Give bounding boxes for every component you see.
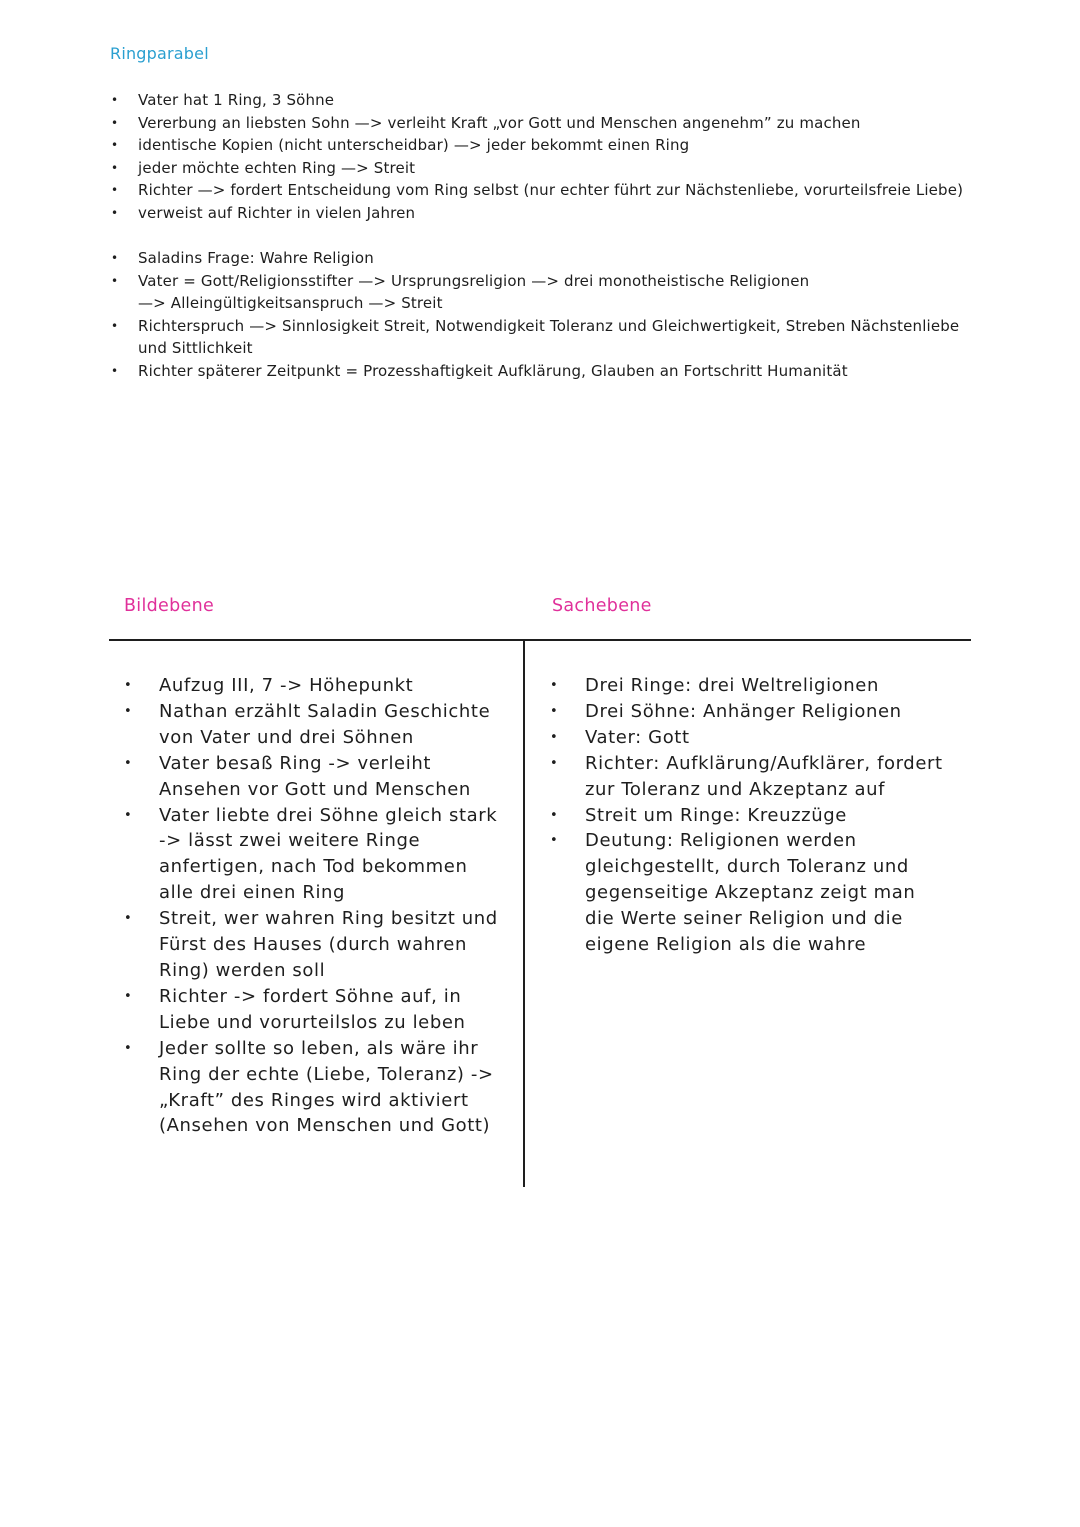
list-item bbox=[110, 315, 1030, 360]
list-item: • verweist auf Richter in vielen Jahren bbox=[110, 202, 1030, 225]
list-item-continuation: und Sittlichkeit bbox=[138, 339, 253, 358]
list-item: • Jeder sollte so leben, als wäre ihr Ring der echte (Liebe, Toleranz) -> „Kraft” des Ringes wird aktiviert (Ansehen von Menschen und Gott) bbox=[124, 1036, 504, 1140]
summary-list-1 bbox=[110, 89, 1030, 225]
summary-list-2 bbox=[110, 247, 1030, 383]
table-vertical-divider bbox=[523, 639, 525, 1187]
list-item: • Aufzug III, 7 -> Höhepunkt bbox=[124, 673, 504, 699]
page-title: Ringparabel bbox=[110, 44, 209, 63]
sachebene-header: Sachebene bbox=[552, 596, 652, 616]
list-item bbox=[110, 247, 1030, 270]
list-item: • Vater hat 1 Ring, 3 Söhne bbox=[110, 89, 1030, 112]
list-item-continuation: —> Alleingültigkeitsanspruch —> Streit bbox=[138, 294, 443, 313]
list-item bbox=[110, 360, 1030, 383]
list-item bbox=[110, 270, 1030, 315]
list-item: • Vater: Gott bbox=[550, 725, 950, 751]
list-item: • Vererbung an liebsten Sohn —> verleiht Kraft „vor Gott und Menschen angenehm” zu machen bbox=[110, 112, 1030, 135]
list-item: • jeder möchte echten Ring —> Streit bbox=[110, 157, 1030, 180]
list-item: • Deutung: Religionen werden gleichgestellt, durch Toleranz und gegenseitige Akzeptanz zeigt man die Werte seiner Religion und die eigene Religion als die wahre bbox=[550, 828, 950, 958]
list-item: • Richter —> fordert Entscheidung vom Ring selbst (nur echter führt zur Nächstenliebe, vorurteilsfreie Liebe) bbox=[110, 179, 1030, 202]
list-item-text: • Richterspruch —> Sinnlosigkeit Streit, Notwendigkeit Toleranz und Gleichwertigkeit, Streben Nächstenliebe bbox=[138, 316, 960, 335]
list-item: • Richter: Aufklärung/Aufklärer, fordert zur Toleranz und Akzeptanz auf bbox=[550, 751, 950, 803]
list-item: • Streit um Ringe: Kreuzzüge bbox=[550, 803, 950, 829]
list-item-text: • Vater = Gott/Religionsstifter —> Ursprungsreligion —> drei monotheistische Religionen bbox=[138, 271, 810, 290]
list-item-text: • Richter späterer Zeitpunkt = Prozesshaftigkeit Aufklärung, Glauben an Fortschritt Humanität bbox=[138, 361, 848, 380]
list-item: • Streit, wer wahren Ring besitzt und Fürst des Hauses (durch wahren Ring) werden soll bbox=[124, 906, 504, 984]
list-item: • identische Kopien (nicht unterscheidbar) —> jeder bekommt einen Ring bbox=[110, 134, 1030, 157]
list-item: • Vater liebte drei Söhne gleich stark -> lässt zwei weitere Ringe anfertigen, nach Tod bekommen alle drei einen Ring bbox=[124, 803, 504, 907]
list-item: • Drei Ringe: drei Weltreligionen bbox=[550, 673, 950, 699]
sachebene-list bbox=[550, 673, 950, 958]
list-item: • Drei Söhne: Anhänger Religionen bbox=[550, 699, 950, 725]
table-horizontal-divider bbox=[109, 639, 971, 641]
list-item: • Richter -> fordert Söhne auf, in Liebe und vorurteilslos zu leben bbox=[124, 984, 504, 1036]
bildebene-header: Bildebene bbox=[124, 596, 215, 616]
bildebene-list bbox=[124, 673, 504, 1139]
list-item: • Nathan erzählt Saladin Geschichte von Vater und drei Söhnen bbox=[124, 699, 504, 751]
list-item: • Vater besaß Ring -> verleiht Ansehen vor Gott und Menschen bbox=[124, 751, 504, 803]
list-item-text: • Saladins Frage: Wahre Religion bbox=[138, 249, 374, 267]
